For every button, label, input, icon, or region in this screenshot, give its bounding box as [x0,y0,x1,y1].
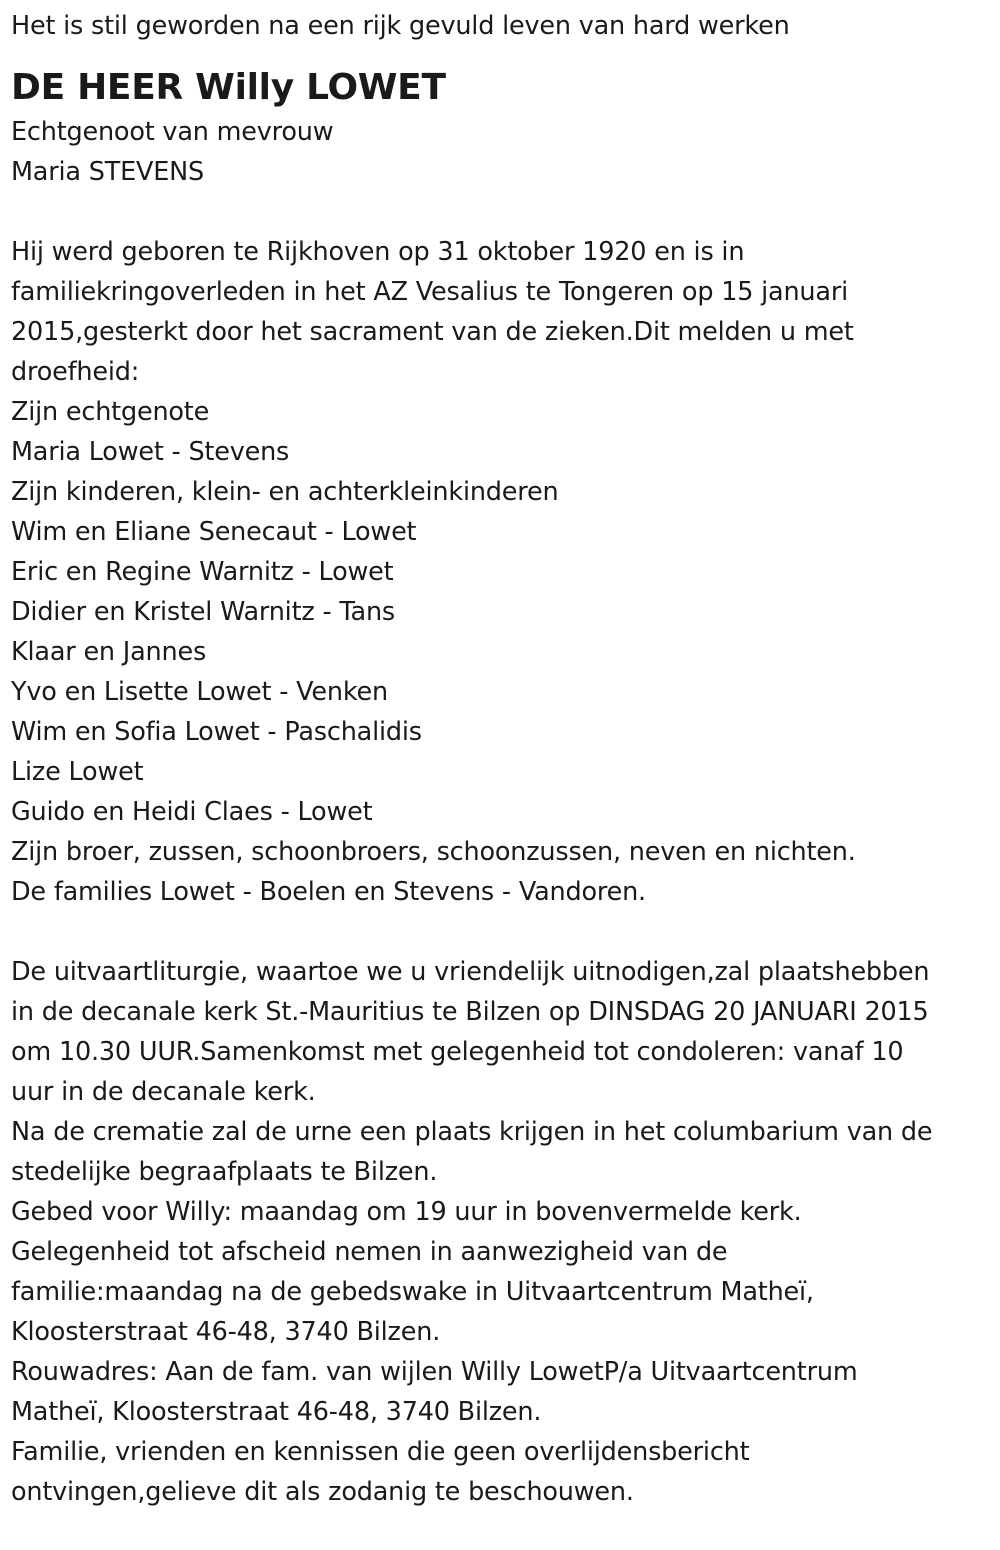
funeral-line: Familie, vrienden en kennissen die geen overlijdensbericht [11,1437,750,1467]
announcement-block [11,232,995,912]
spouse-line: Echtgenoot van mevrouw [11,117,334,147]
body-line: Wim en Eliane Senecaut - Lowet [11,517,417,547]
body-line: droefheid: [11,357,140,387]
funeral-line: De uitvaartliturgie, waartoe we u vriendelijk uitnodigen,zal plaatshebben [11,957,930,987]
deceased-name: DE HEER Willy LOWET [11,67,446,108]
body-line: familiekringoverleden in het AZ Vesalius te Tongeren op 15 januari [11,277,848,307]
obituary-notice [11,6,995,1512]
body-line: Zijn broer, zussen, schoonbroers, schoonzussen, neven en nichten. [11,837,856,867]
funeral-info-block [11,952,995,1512]
body-line: Wim en Sofia Lowet - Paschalidis [11,717,422,747]
body-line: Zijn echtgenote [11,397,210,427]
funeral-line: uur in de decanale kerk. [11,1077,316,1107]
funeral-line: Matheï, Kloosterstraat 46-48, 3740 Bilzen. [11,1397,542,1427]
body-line: Lize Lowet [11,757,144,787]
intro-line: Het is stil geworden na een rijk gevuld leven van hard werken [11,11,790,41]
spouse-line: Maria STEVENS [11,157,205,187]
funeral-line: ontvingen,gelieve dit als zodanig te beschouwen. [11,1477,634,1507]
paragraph-gap [11,912,995,952]
funeral-line: stedelijke begraafplaats te Bilzen. [11,1157,438,1187]
funeral-line: familie:maandag na de gebedswake in Uitvaartcentrum Matheï, [11,1277,814,1307]
body-line: 2015,gesterkt door het sacrament van de zieken.Dit melden u met [11,317,854,347]
funeral-line: Kloosterstraat 46-48, 3740 Bilzen. [11,1317,441,1347]
spouse-block [11,112,995,192]
funeral-line: Gebed voor Willy: maandag om 19 uur in bovenvermelde kerk. [11,1197,802,1227]
body-line: Hij werd geboren te Rijkhoven op 31 oktober 1920 en is in [11,237,745,267]
funeral-line: in de decanale kerk St.-Mauritius te Bilzen op DINSDAG 20 JANUARI 2015 [11,997,929,1027]
body-line: De families Lowet - Boelen en Stevens - Vandoren. [11,877,646,907]
funeral-line: Na de crematie zal de urne een plaats krijgen in het columbarium van de [11,1117,933,1147]
body-line: Guido en Heidi Claes - Lowet [11,797,373,827]
paragraph-gap [11,192,995,232]
funeral-line: Rouwadres: Aan de fam. van wijlen Willy LowetP/a Uitvaartcentrum [11,1357,858,1387]
body-line: Zijn kinderen, klein- en achterkleinkinderen [11,477,559,507]
body-line: Eric en Regine Warnitz - Lowet [11,557,394,587]
body-line: Yvo en Lisette Lowet - Venken [11,677,388,707]
funeral-line: om 10.30 UUR.Samenkomst met gelegenheid tot condoleren: vanaf 10 [11,1037,904,1067]
funeral-line: Gelegenheid tot afscheid nemen in aanwezigheid van de [11,1237,728,1267]
body-line: Didier en Kristel Warnitz - Tans [11,597,395,627]
body-line: Klaar en Jannes [11,637,207,667]
body-line: Maria Lowet - Stevens [11,437,290,467]
